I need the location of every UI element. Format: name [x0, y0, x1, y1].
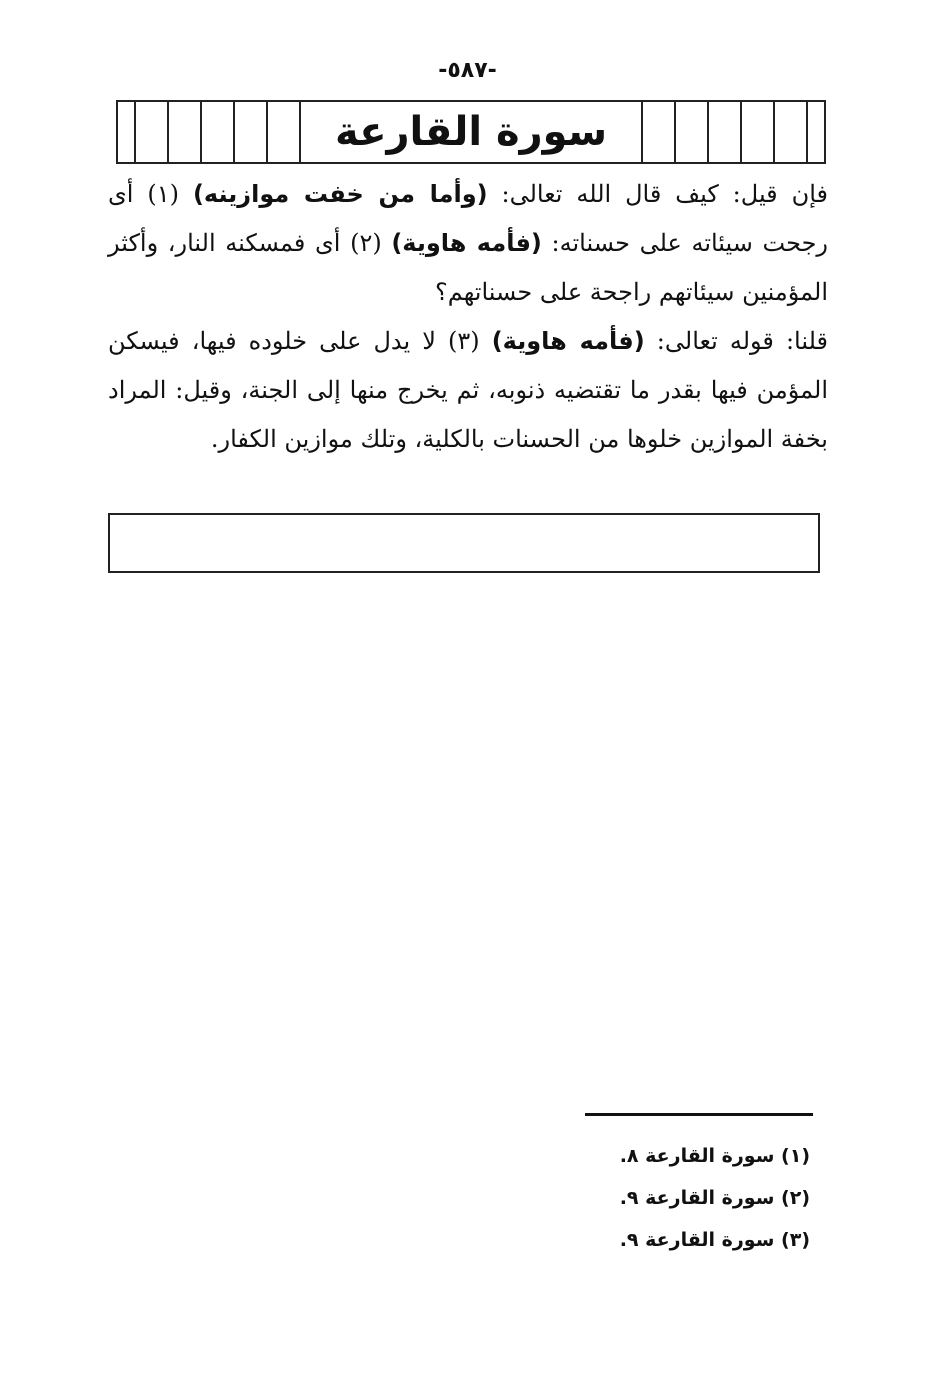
page-number: -٥٨٧- [438, 58, 497, 83]
quran-verse: (فأمه هاوية) [391, 229, 542, 257]
quran-verse: (وأما من خفت موازينه) [192, 180, 488, 208]
footnote-separator [585, 1113, 813, 1116]
body-text [108, 170, 828, 464]
text-segment: (٣) لا يدل على خلوده فيها، فيسكن المؤمن فيها بقدر ما تقتضيه ذنوبه، ثم يخرج منها إلى الجنة، وقيل: المراد بخفة الموازين خلوها من الحسنات بالكلية، وتلك موازين الكفار. [108, 327, 828, 453]
paragraph [108, 170, 828, 317]
paragraph [108, 317, 828, 464]
footnote: (٣) سورة القارعة ٩. [619, 1229, 810, 1251]
banner-stripes-left [118, 102, 317, 162]
text-segment: فإن قيل: كيف قال الله تعالى: [501, 180, 828, 208]
footnote: (٢) سورة القارعة ٩. [619, 1187, 810, 1209]
footnotes [510, 1135, 810, 1261]
chapter-title: سورة القارعة [334, 109, 608, 155]
chapter-title-banner [116, 100, 826, 164]
chapter-end-box [108, 513, 820, 573]
text-segment: (١) أى رجحت سيئاته على حسناته: [108, 180, 828, 257]
text-segment: قلنا: قوله تعالى: [656, 327, 829, 355]
quran-verse: (فأمه هاوية) [491, 327, 645, 355]
text-segment: (٢) أى فمسكنه النار، وأكثر المؤمنين سيئاتهم راجحة على حسناتهم؟ [108, 229, 828, 306]
footnote: (١) سورة القارعة ٨. [619, 1145, 810, 1167]
banner-stripes-right [625, 102, 824, 162]
